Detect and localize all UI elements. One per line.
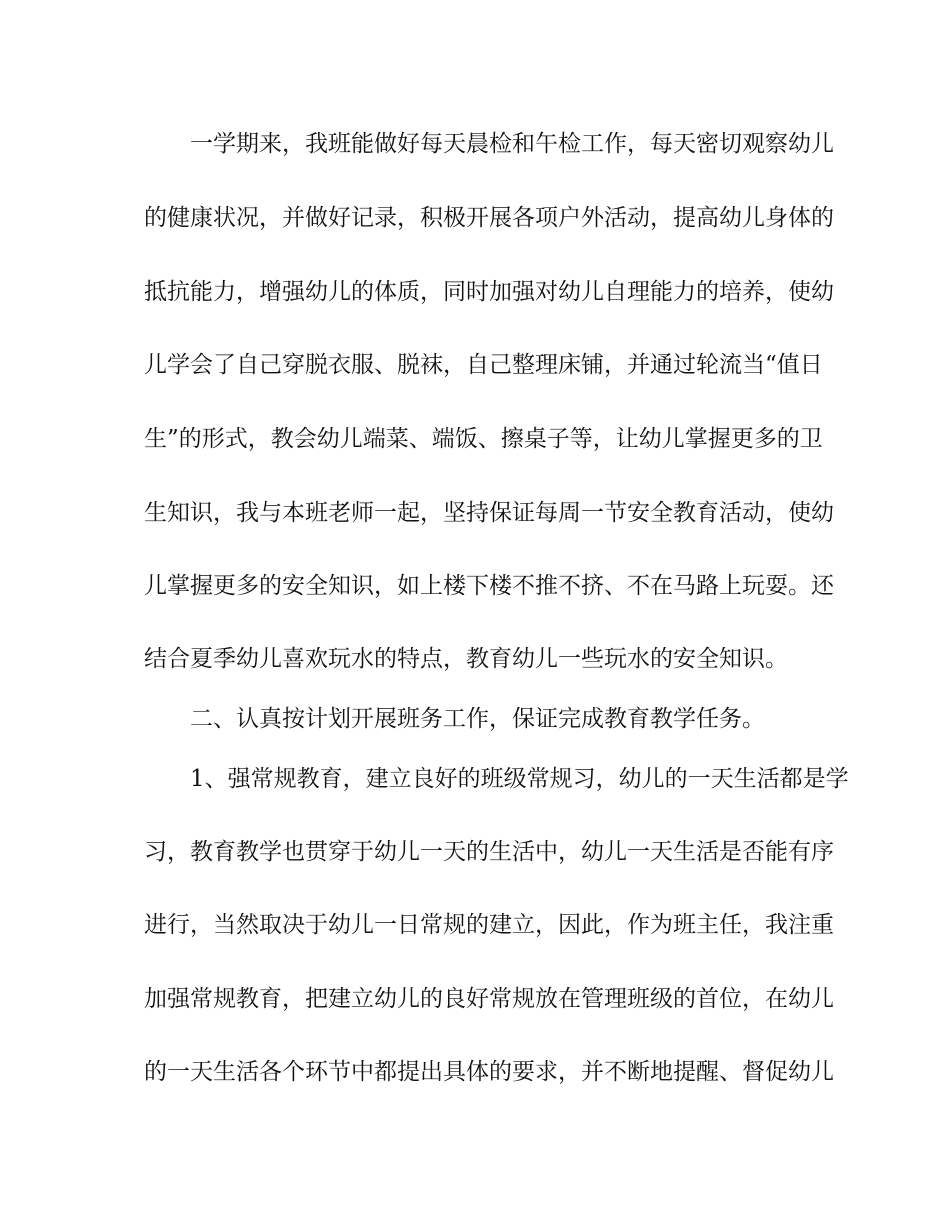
paragraph-2-line-4: 加强常规教育，把建立幼儿的良好常规放在管理班级的首位，在幼儿 (144, 986, 834, 1012)
paragraph-1-line-5: 生”的形式，教会幼儿端菜、端饭、擦桌子等，让幼儿掌握更多的卫 (144, 426, 823, 452)
paragraph-1-line-6: 生知识，我与本班老师一起，坚持保证每周一节安全教育活动，使幼 (144, 500, 834, 526)
paragraph-2-line-1: 1、强常规教育，建立良好的班级常规习，幼儿的一天生活都是学 (190, 766, 849, 792)
paragraph-2-line-5: 的一天生活各个环节中都提出具体的要求，并不断地提醒、督促幼儿 (144, 1059, 834, 1085)
paragraph-1-line-1: 一学期来，我班能做好每天晨检和午检工作，每天密切观察幼儿 (190, 131, 834, 157)
paragraph-2-line-3: 进行，当然取决于幼儿一日常规的建立，因此，作为班主任，我注重 (144, 912, 834, 938)
paragraph-1-line-4: 儿学会了自己穿脱衣服、脱袜，自己整理床铺，并通过轮流当“值日 (144, 352, 823, 378)
paragraph-1-line-2: 的健康状况，并做好记录，积极开展各项户外活动，提高幼儿身体的 (144, 205, 834, 231)
paragraph-1-line-3: 抵抗能力，增强幼儿的体质，同时加强对幼儿自理能力的培养，使幼 (144, 279, 834, 305)
paragraph-1-line-8: 结合夏季幼儿喜欢玩水的特点，教育幼儿一些玩水的安全知识。 (144, 646, 788, 672)
paragraph-2-line-2: 习，教育教学也贯穿于幼儿一天的生活中，幼儿一天生活是否能有序 (144, 839, 834, 865)
section-heading: 二、认真按计划开展班务工作，保证完成教育教学任务。 (190, 706, 765, 732)
paragraph-1-line-7: 儿掌握更多的安全知识，如上楼下楼不推不挤、不在马路上玩耍。还 (144, 573, 834, 599)
